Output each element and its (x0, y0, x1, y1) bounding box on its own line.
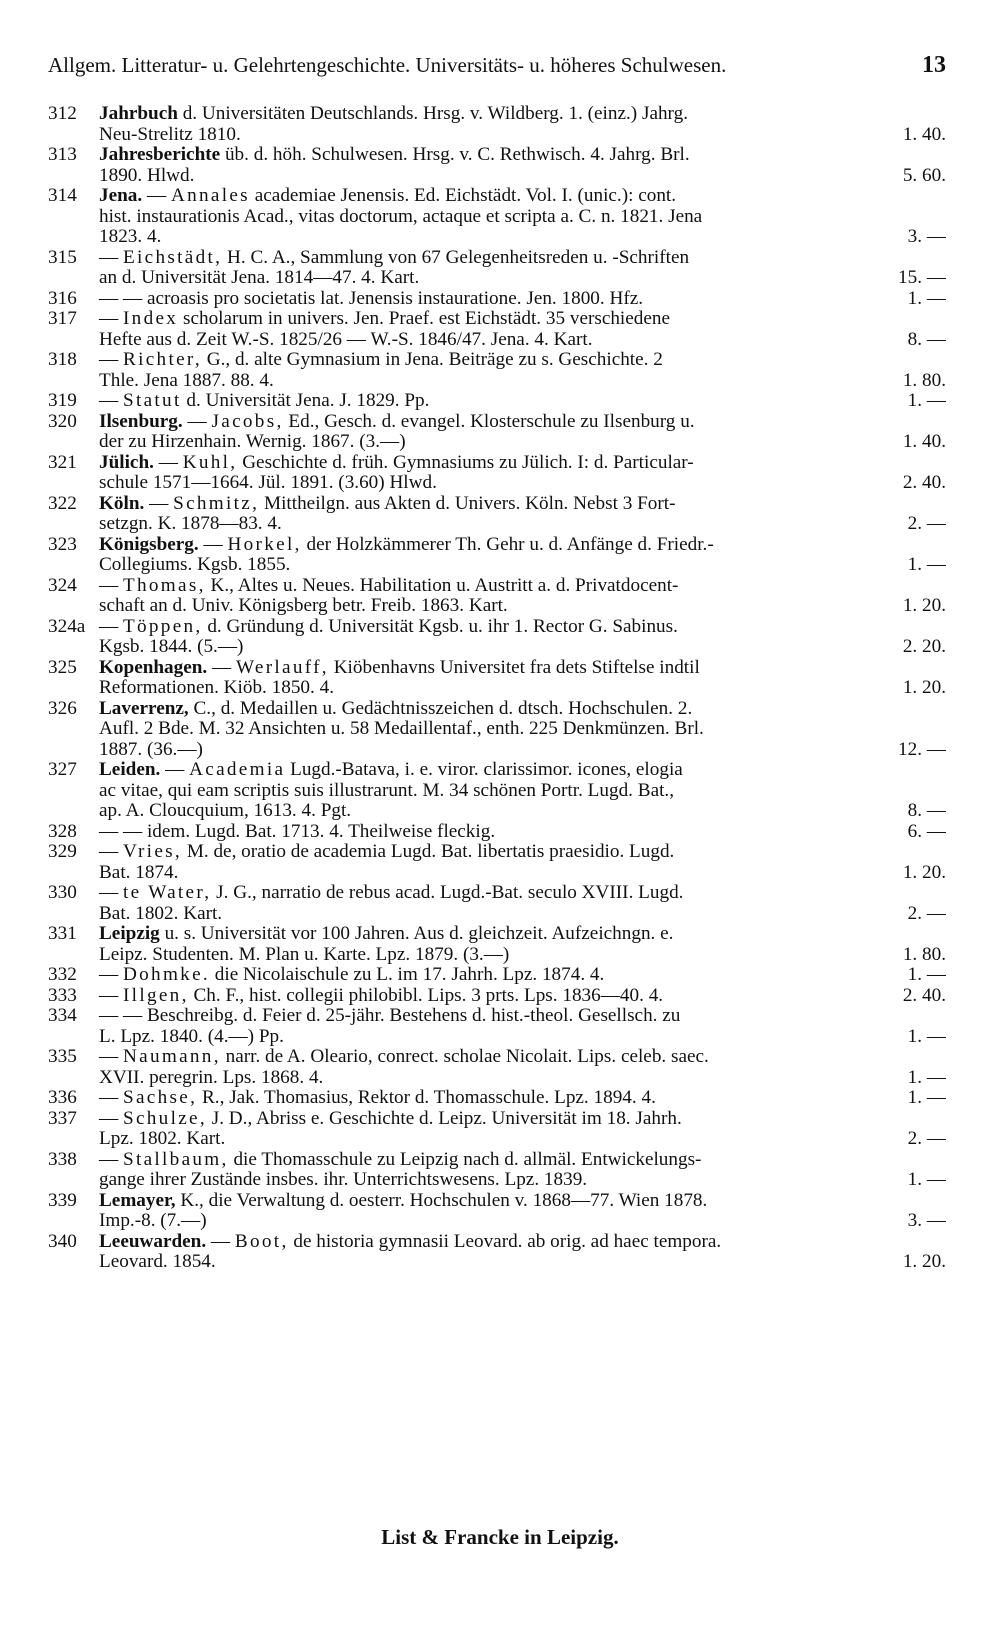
entry-heading: Lemayer, (99, 1190, 176, 1211)
entry-text: schule 1571—1664. Jül. 1891. (3.60) Hlwd. (99, 473, 437, 493)
entry-line (48, 842, 946, 863)
catalog-entry (48, 453, 946, 494)
entry-text: — (99, 883, 123, 903)
page-number: 13 (922, 52, 946, 78)
entry-text: — (99, 309, 123, 329)
entry-heading: Leipzig (99, 924, 160, 944)
entry-line (48, 1006, 946, 1027)
entry-text: — (99, 1047, 123, 1067)
entry-number: 334 (48, 1006, 77, 1026)
entry-text: — — acroasis pro societatis lat. Jenensis instauratione. Jen. 1800. Hfz. (99, 288, 644, 309)
entry-author: Schmitz, (173, 493, 260, 514)
entry-heading: Jena. (99, 186, 143, 206)
entry-line (48, 1150, 946, 1171)
catalog-entry (48, 883, 946, 924)
entry-line (48, 924, 946, 945)
entry-number: 322 (48, 493, 77, 514)
entry-number: 331 (48, 924, 77, 944)
entry-text: Collegiums. Kgsb. 1855. (99, 555, 291, 575)
header-title: Allgem. Litteratur- u. Gelehrtengeschichte. Universitäts- u. höheres Schulwesen. (48, 53, 727, 77)
entry-price: 1. 20. (902, 678, 946, 698)
entry-price: 1. 40. (902, 124, 946, 145)
entry-line (48, 350, 946, 371)
entry-text: — (99, 575, 123, 596)
entry-text: — (160, 760, 190, 780)
entry-text: — (198, 534, 228, 555)
entry-text: — (206, 1231, 235, 1252)
entry-number: 336 (48, 1088, 77, 1108)
entry-line (48, 760, 946, 781)
running-header (48, 48, 946, 82)
entry-number: 323 (48, 534, 77, 555)
entry-price: 3. — (907, 227, 946, 247)
entry-price: 1. 20. (902, 862, 946, 883)
entry-text: gange ihrer Zustände insbes. ihr. Unterrichtswesens. Lpz. 1839. (99, 1170, 588, 1190)
entry-text-rest: Kiöbenhavns Universitet fra dets Stiftelse indtil (328, 657, 700, 678)
entry-text: — (99, 985, 123, 1006)
catalog-entry (48, 104, 946, 145)
entry-heading: Jahrbuch (99, 104, 178, 124)
entry-text: 1887. (36.—) (99, 739, 203, 760)
entry-price: 1. — (907, 965, 946, 985)
entry-line (48, 248, 946, 269)
entry-author: Annales (170, 186, 250, 206)
entry-text-rest: d. Gründung d. Universität Kgsb. u. ihr 1. Rector G. Sabinus. (202, 616, 678, 637)
entry-text-rest: narr. de A. Oleario, conrect. scholae Nicolait. Lips. celeb. saec. (220, 1047, 709, 1067)
entry-text: Imp.-8. (7.—) (99, 1211, 207, 1231)
entry-author: Schulze, (122, 1108, 207, 1129)
entry-heading: Köln. (99, 493, 145, 514)
entry-line (48, 1191, 946, 1212)
entry-price: 8. — (907, 801, 946, 821)
catalog-entry (48, 760, 946, 822)
catalog-entry (48, 350, 946, 391)
catalog-entry (48, 412, 946, 453)
entry-author: Werlauff, (236, 657, 329, 678)
entry-number: 338 (48, 1149, 77, 1170)
entry-line (48, 883, 946, 904)
entry-text: — (99, 842, 123, 862)
entry-line (48, 596, 946, 617)
entry-price: 1. — (907, 1170, 946, 1190)
entry-line (48, 801, 946, 822)
entry-price: 2. 40. (902, 473, 946, 493)
entry-text: — (99, 1088, 123, 1108)
entry-line (48, 432, 946, 453)
entry-number: 325 (48, 657, 77, 678)
entry-text-rest: K., Altes u. Neues. Habilitation u. Austritt a. d. Privatdocent- (205, 575, 679, 596)
entry-text: Neu-Strelitz 1810. (99, 124, 241, 145)
entry-text: — (99, 247, 123, 268)
entry-text: — (182, 411, 212, 432)
entry-text-rest: d. Universität Jena. J. 1829. Pp. (181, 391, 430, 411)
entry-line (48, 1109, 946, 1130)
entry-line (48, 1232, 946, 1253)
entry-line (48, 863, 946, 884)
entry-line (48, 904, 946, 925)
entry-text-rest: R., Jak. Thomasius, Rektor d. Thomasschule. Lpz. 1894. 4. (197, 1088, 656, 1108)
catalog-entry (48, 699, 946, 761)
entry-heading: Königsberg. (99, 534, 199, 555)
catalog-entry (48, 248, 946, 289)
catalog-entry (48, 1150, 946, 1191)
entry-author: Eichstädt, (122, 247, 223, 268)
catalog-entry (48, 658, 946, 699)
entry-price: 1. — (907, 1067, 946, 1088)
entry-text: — (144, 493, 174, 514)
entry-price: 1. 20. (902, 1252, 946, 1272)
entry-heading: Kopenhagen. (99, 657, 208, 678)
entry-author: Sachse, (122, 1088, 198, 1108)
entry-author: Naumann, (122, 1047, 221, 1067)
entry-text: — (207, 657, 237, 678)
entry-price: 1. — (907, 1026, 946, 1047)
entry-line (48, 576, 946, 597)
catalog-entry (48, 986, 946, 1007)
entry-text-rest: academiae Jenensis. Ed. Eichstädt. Vol. I. (unic.): cont. (249, 186, 677, 206)
entry-price: 2. — (907, 514, 946, 534)
entry-line (48, 473, 946, 494)
entry-line (48, 1211, 946, 1232)
entry-price: 6. — (907, 821, 946, 842)
entry-number: 329 (48, 842, 77, 862)
entry-price: 1. 80. (902, 944, 946, 965)
entry-author: Academia (189, 760, 286, 780)
entry-text-rest: die Thomasschule zu Leipzig nach d. allmäl. Entwickelungs- (228, 1149, 702, 1170)
entry-number: 316 (48, 288, 77, 309)
entry-number: 324 (48, 575, 77, 596)
entry-number: 314 (48, 186, 77, 206)
entry-line (48, 145, 946, 166)
entry-line (48, 1252, 946, 1273)
entry-line (48, 227, 946, 248)
entry-author: Horkel, (227, 534, 302, 555)
catalog-entry (48, 842, 946, 883)
entry-text-rest: de historia gymnasii Leovard. ab orig. ad haec tempora. (288, 1231, 722, 1252)
entry-author: Jacobs, (211, 411, 284, 432)
entry-text: 1890. Hlwd. (99, 165, 195, 186)
entry-number: 318 (48, 350, 77, 370)
entry-text: K., die Verwaltung d. oesterr. Hochschulen v. 1868—77. Wien 1878. (175, 1190, 708, 1211)
entry-line (48, 740, 946, 761)
entry-price: 2. 20. (902, 637, 946, 657)
entry-line (48, 1068, 946, 1089)
catalog-entry (48, 289, 946, 310)
entry-author: Kuhl, (182, 452, 238, 473)
entry-price: 3. — (907, 1211, 946, 1231)
entry-line (48, 289, 946, 310)
entry-line (48, 186, 946, 207)
entry-author: Dohmke. (122, 965, 210, 985)
entry-price: 1. — (907, 391, 946, 411)
entry-line (48, 658, 946, 679)
catalog-entry (48, 186, 946, 248)
entry-text: Thle. Jena 1887. 88. 4. (99, 370, 274, 391)
entry-text-rest: scholarum in univers. Jen. Praef. est Eichstädt. 35 verschiedene (178, 309, 671, 329)
entry-line (48, 1027, 946, 1048)
entry-number: 319 (48, 391, 77, 411)
entry-line (48, 965, 946, 986)
entry-author: Töppen, (122, 616, 203, 637)
entry-number: 330 (48, 883, 77, 903)
entry-number: 324a (48, 616, 86, 637)
entry-number: 335 (48, 1047, 77, 1067)
entry-author: te Water, (122, 883, 212, 903)
entry-price: 5. 60. (902, 165, 946, 186)
entry-number: 317 (48, 309, 77, 329)
entry-text: ap. A. Cloucquium, 1613. 4. Pgt. (99, 801, 352, 821)
entry-line (48, 535, 946, 556)
entry-price: 1. — (907, 1088, 946, 1108)
entry-line (48, 699, 946, 720)
entry-text: der zu Hirzenhain. Wernig. 1867. (3.—) (99, 432, 406, 452)
catalog-entry (48, 1109, 946, 1150)
entry-text: Bat. 1874. (99, 862, 179, 883)
entry-author: Index (122, 309, 179, 329)
entry-line (48, 555, 946, 576)
entry-text: 1823. 4. (99, 227, 162, 247)
entry-number: 332 (48, 965, 77, 985)
catalog-entry (48, 576, 946, 617)
entry-text: — (99, 965, 123, 985)
entry-line (48, 104, 946, 125)
catalog-entry (48, 822, 946, 843)
entry-line (48, 207, 946, 228)
entry-text: — (99, 350, 123, 370)
entry-text: — (99, 1149, 123, 1170)
catalog-entry (48, 145, 946, 186)
entry-text: — — idem. Lugd. Bat. 1713. 4. Theilweise fleckig. (99, 821, 496, 842)
entry-text: schaft an d. Univ. Königsberg betr. Freib. 1863. Kart. (99, 596, 508, 616)
entry-heading: Jahresberichte (99, 145, 221, 165)
entry-number: 326 (48, 698, 77, 719)
entry-price: 2. 40. (902, 985, 946, 1006)
entry-text-rest: G., d. alte Gymnasium in Jena. Beiträge zu s. Geschichte. 2 (201, 350, 663, 370)
entry-price: 2. — (907, 903, 946, 924)
entry-text-rest: Lugd.-Batava, i. e. viror. clarissimor. icones, elogia (285, 760, 683, 780)
entry-author: Statut (122, 391, 182, 411)
entry-line (48, 678, 946, 699)
entry-author: Stallbaum, (122, 1149, 229, 1170)
entry-number: 321 (48, 452, 77, 473)
entry-price: 15. — (898, 268, 946, 288)
entry-text: L. Lpz. 1840. (4.—) Pp. (99, 1026, 284, 1047)
entry-text: — — Beschreibg. d. Feier d. 25-jähr. Bestehens d. hist.-theol. Gesellsch. zu (99, 1006, 681, 1026)
entry-text: Aufl. 2 Bde. M. 32 Ansichten u. 58 Medaillentaf., enth. 225 Denkmünzen. Brl. (99, 719, 704, 739)
entry-price: 1. 40. (902, 432, 946, 452)
entry-text-rest: J. D., Abriss e. Geschichte d. Leipz. Universität im 18. Jahrh. (206, 1108, 682, 1129)
catalog-entry (48, 494, 946, 535)
entry-number: 328 (48, 821, 77, 842)
catalog-entry (48, 1006, 946, 1047)
entry-number: 337 (48, 1108, 77, 1129)
entry-number: 327 (48, 760, 77, 780)
entry-heading: Ilsenburg. (99, 411, 183, 432)
entry-line (48, 617, 946, 638)
catalog-entry (48, 391, 946, 412)
entry-author: Thomas, (122, 575, 206, 596)
entry-text: — (142, 186, 171, 206)
entry-text: — (99, 1108, 123, 1129)
entry-text: Reformationen. Kiöb. 1850. 4. (99, 678, 335, 698)
entry-line (48, 330, 946, 351)
entry-line (48, 391, 946, 412)
entry-heading: Leiden. (99, 760, 161, 780)
entry-number: 320 (48, 411, 77, 432)
entry-author: Boot, (234, 1231, 289, 1252)
entry-text: XVII. peregrin. Lps. 1868. 4. (99, 1067, 324, 1088)
catalog-entry (48, 617, 946, 658)
entry-number: 313 (48, 145, 77, 165)
catalog-entry (48, 965, 946, 986)
entry-text: üb. d. höh. Schulwesen. Hrsg. v. C. Rethwisch. 4. Jahrg. Brl. (220, 145, 690, 165)
entry-text-rest: Ed., Gesch. d. evangel. Klosterschule zu Ilsenburg u. (283, 411, 695, 432)
catalog-entry (48, 1232, 946, 1273)
publisher-footer: List & Francke in Leipzig. (381, 1525, 619, 1549)
entry-line (48, 1088, 946, 1109)
entry-text: ac vitae, qui eam scriptis suis illustrarunt. M. 34 schönen Portr. Lugd. Bat., (99, 780, 675, 801)
entry-text-rest: J. G., narratio de rebus acad. Lugd.-Bat. seculo XVIII. Lugd. (211, 883, 684, 903)
entry-author: Richter, (122, 350, 202, 370)
entry-text-rest: der Holzkämmerer Th. Gehr u. d. Anfänge d. Friedr.- (301, 534, 714, 555)
entry-line (48, 986, 946, 1007)
entry-price: 2. — (907, 1129, 946, 1149)
entry-text-rest: Ch. F., hist. collegii philobibl. Lips. 3 prts. Lps. 1836—40. 4. (188, 985, 664, 1006)
entry-text: — (153, 452, 183, 473)
entry-text: Hefte aus d. Zeit W.-S. 1825/26 — W.-S. 1846/47. Jena. 4. Kart. (99, 329, 593, 350)
entry-text: hist. instaurationis Acad., vitas doctorum, actaque et scripta a. C. n. 1821. Jena (99, 206, 703, 227)
entry-text: — (99, 616, 123, 637)
entry-line (48, 822, 946, 843)
entry-text: d. Universitäten Deutschlands. Hrsg. v. Wildberg. 1. (einz.) Jahrg. (177, 104, 688, 124)
entry-heading: Laverrenz, (99, 698, 189, 719)
entry-text-rest: die Nicolaischule zu L. im 17. Jahrh. Lpz. 1874. 4. (210, 965, 605, 985)
entry-number: 339 (48, 1190, 77, 1211)
entry-price: 1. — (907, 555, 946, 575)
entry-author: Vries, (122, 842, 183, 862)
entry-text: Leipz. Studenten. M. Plan u. Karte. Lpz. 1879. (3.—) (99, 944, 510, 965)
entry-number: 333 (48, 985, 77, 1006)
entry-line (48, 719, 946, 740)
catalog-entry (48, 535, 946, 576)
catalog-entry (48, 1088, 946, 1109)
entry-price: 12. — (898, 739, 946, 760)
catalog-entry (48, 309, 946, 350)
entry-number: 315 (48, 247, 77, 268)
entry-text: C., d. Medaillen u. Gedächtnisszeichen d. dtsch. Hochschulen. 2. (188, 698, 693, 719)
entry-line (48, 514, 946, 535)
entry-text: Kgsb. 1844. (5.—) (99, 637, 244, 657)
entry-line (48, 781, 946, 802)
entry-line (48, 1170, 946, 1191)
entry-line (48, 637, 946, 658)
entry-text-rest: Geschichte d. früh. Gymnasiums zu Jülich. I: d. Particular- (237, 452, 694, 473)
entry-line (48, 945, 946, 966)
entry-line (48, 309, 946, 330)
entry-text-rest: M. de, oratio de academia Lugd. Bat. libertatis praesidio. Lugd. (182, 842, 675, 862)
entry-number: 312 (48, 104, 77, 124)
entry-heading: Leeuwarden. (99, 1231, 207, 1252)
entry-price: 1. 20. (902, 596, 946, 616)
entry-text-rest: Mittheilgn. aus Akten d. Univers. Köln. Nebst 3 Fort- (259, 493, 676, 514)
entry-line (48, 166, 946, 187)
entry-price: 1. 80. (902, 370, 946, 391)
entry-heading: Jülich. (99, 452, 154, 473)
entry-line (48, 371, 946, 392)
entry-text: setzgn. K. 1878—83. 4. (99, 514, 282, 534)
entry-text: Lpz. 1802. Kart. (99, 1129, 226, 1149)
entry-line (48, 1129, 946, 1150)
entry-text: u. s. Universität vor 100 Jahren. Aus d. gleichzeit. Aufzeichngn. e. (159, 924, 674, 944)
catalog-entry (48, 1191, 946, 1232)
entry-price: 8. — (907, 329, 946, 350)
entry-line (48, 1047, 946, 1068)
entry-line (48, 268, 946, 289)
entry-text: Bat. 1802. Kart. (99, 903, 223, 924)
entry-line (48, 453, 946, 474)
entry-text: an d. Universität Jena. 1814—47. 4. Kart. (99, 268, 420, 288)
entry-author: Illgen, (122, 985, 189, 1006)
entry-text: Leovard. 1854. (99, 1252, 216, 1272)
catalog-entry (48, 1047, 946, 1088)
catalog-entries (48, 104, 946, 1273)
entry-text-rest: H. C. A., Sammlung von 67 Gelegenheitsreden u. -Schriften (222, 247, 690, 268)
entry-line (48, 412, 946, 433)
entry-line (48, 494, 946, 515)
entry-number: 340 (48, 1231, 77, 1252)
entry-text: — (99, 391, 123, 411)
catalog-entry (48, 924, 946, 965)
entry-line (48, 125, 946, 146)
entry-price: 1. — (907, 288, 946, 309)
